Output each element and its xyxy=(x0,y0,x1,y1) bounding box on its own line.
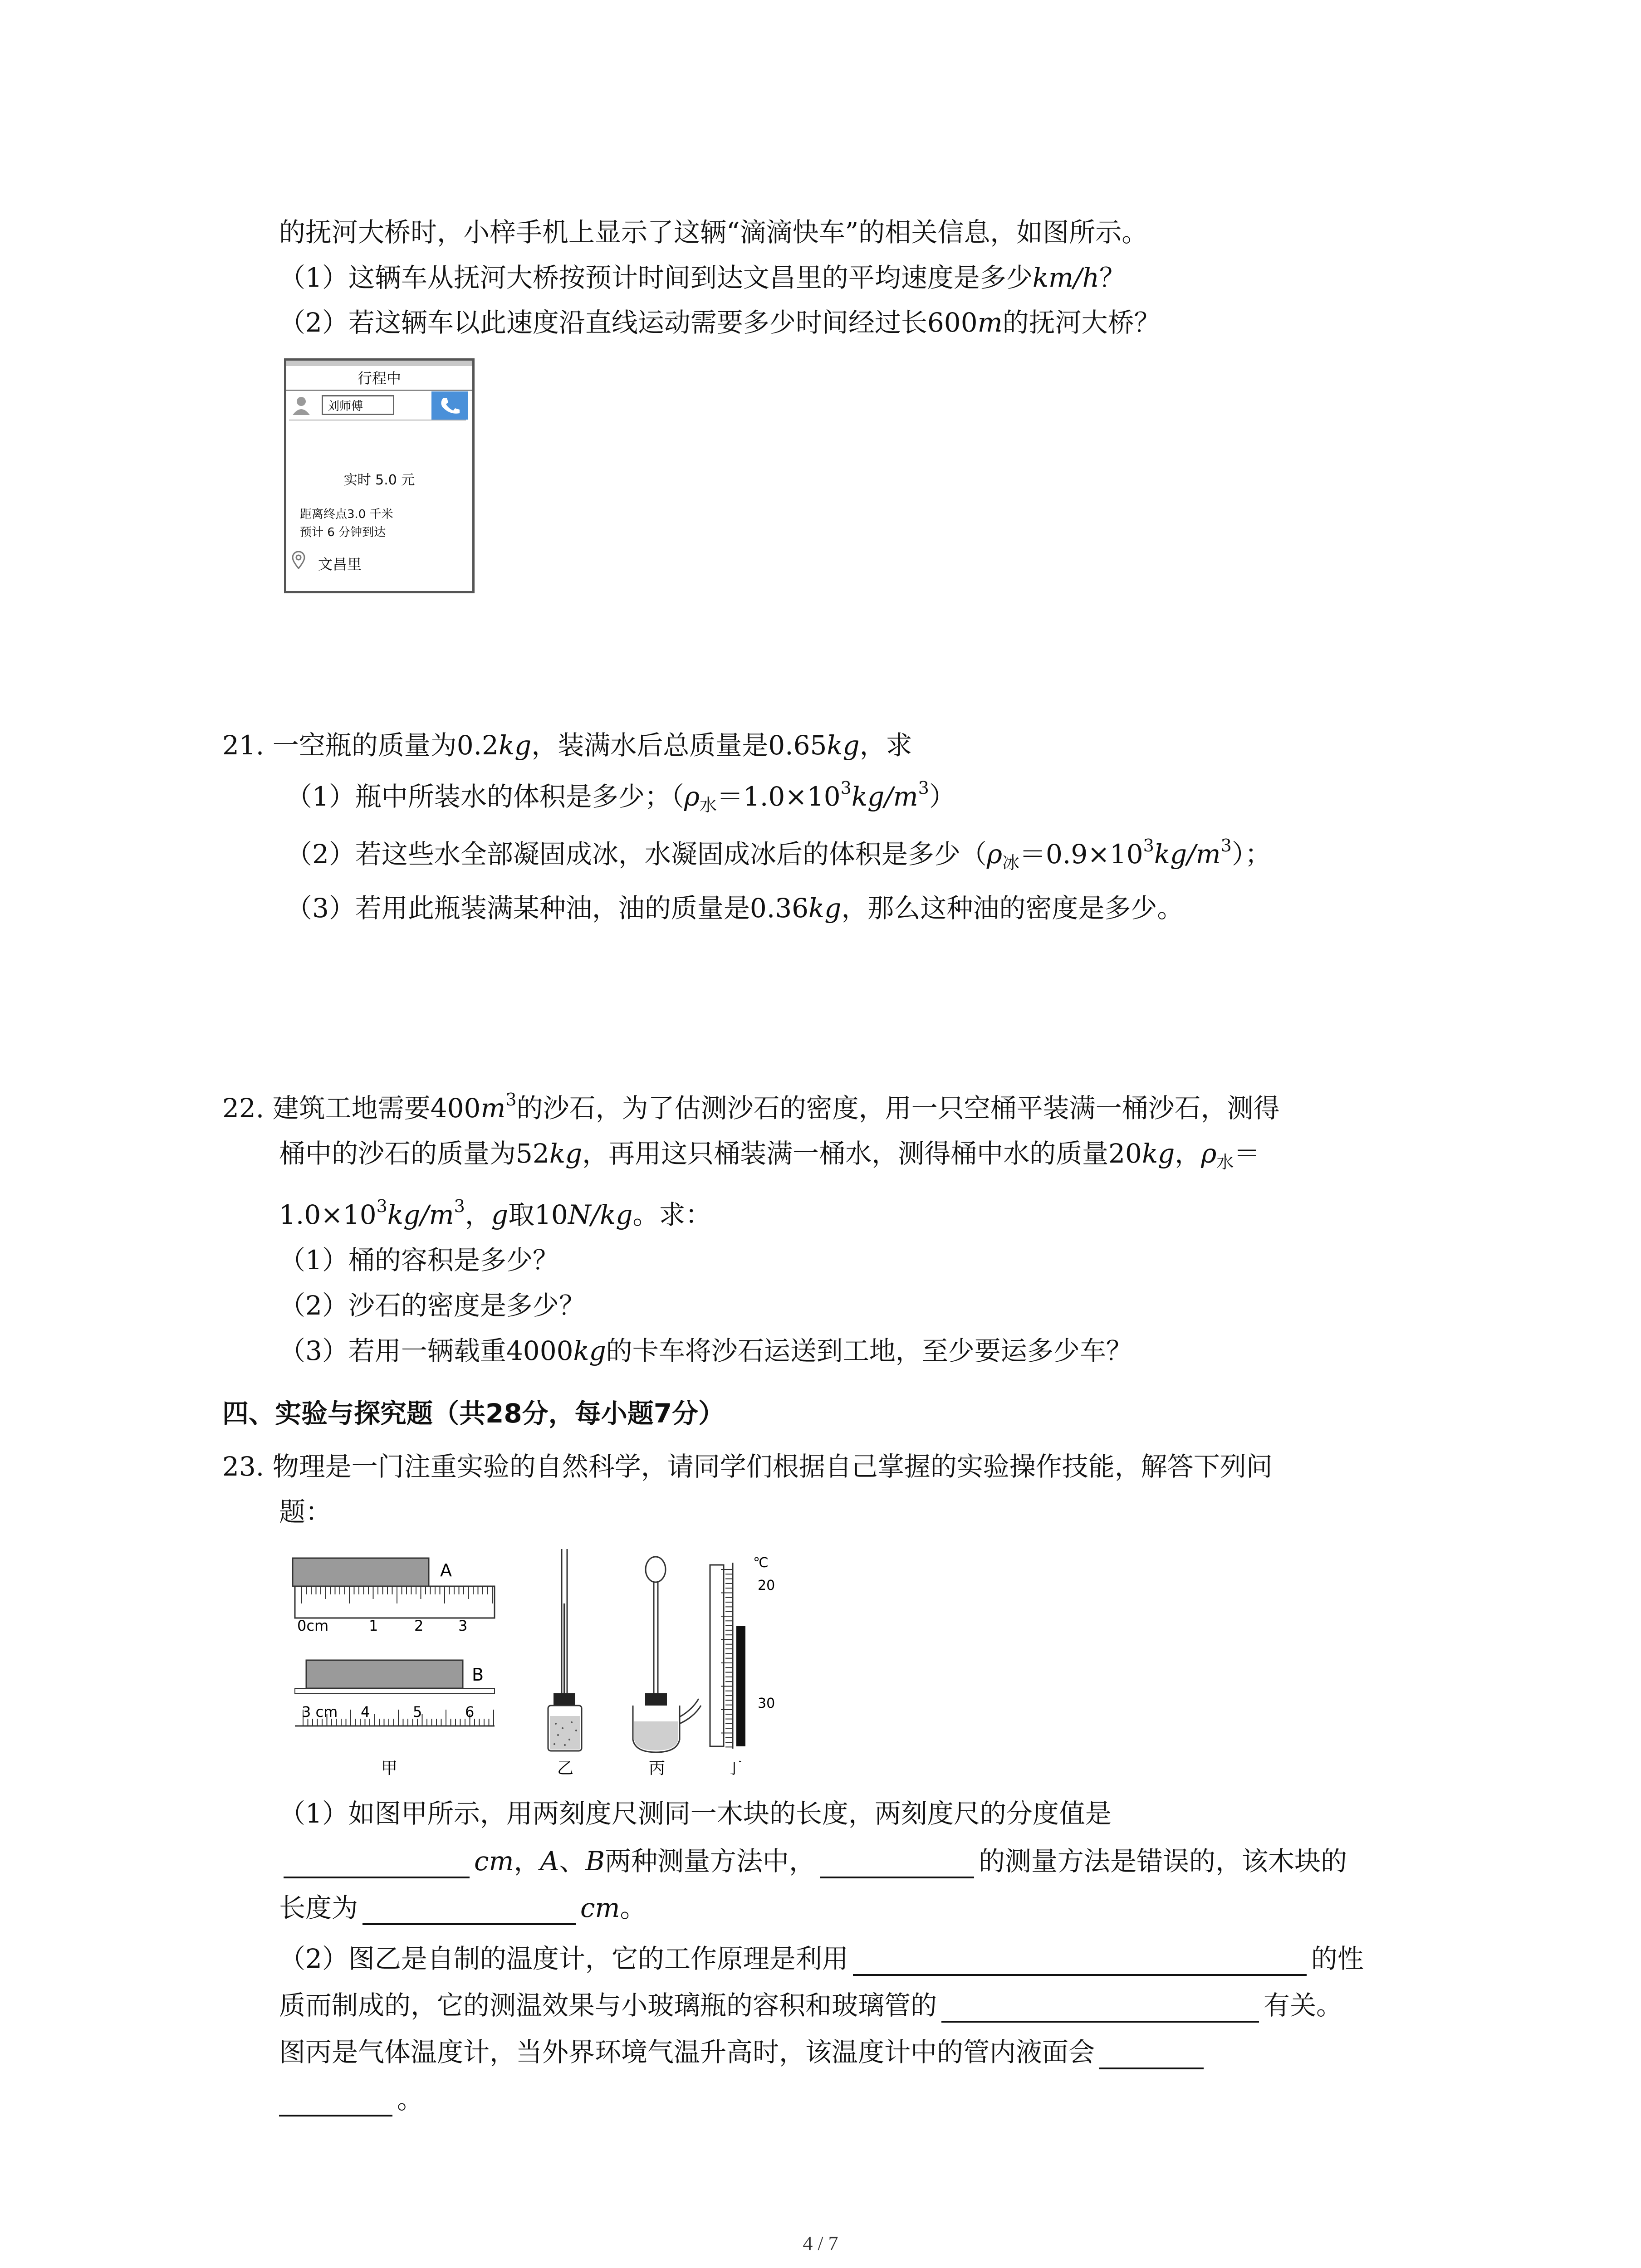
ruler-b-label: 4 xyxy=(361,1703,370,1721)
q22-l3c: 取 xyxy=(508,1199,534,1230)
realtime-fare: 实时 5.0 元 xyxy=(343,472,415,488)
q23-p1c: 两种测量方法中， xyxy=(605,1846,816,1877)
q22-line3 xyxy=(279,1198,711,1232)
gas-thermometer-bing xyxy=(633,1557,701,1778)
wood-block-b xyxy=(306,1660,463,1688)
q22-l2b: ，再用这只桶装满一桶水，测得桶中水的质量 xyxy=(582,1138,1109,1169)
q23-part2-line1 xyxy=(279,1941,1364,1976)
q21-part1-text: （1）瓶中所装水的体积是多少；（ xyxy=(286,781,684,812)
sand-mass: 52 xyxy=(516,1138,549,1169)
section-heading: 四、实验与探究题（共28分，每小题7分） xyxy=(222,1398,725,1429)
ruler-a-label: 0cm xyxy=(297,1617,329,1634)
question-number: 22. xyxy=(222,1093,265,1124)
truck-capacity: 4000 xyxy=(506,1335,573,1366)
ruler-a xyxy=(295,1586,495,1618)
unit-cm: cm xyxy=(580,1892,620,1923)
density-unit: kg/m xyxy=(851,781,918,812)
water-density-value: 1.0×10 xyxy=(279,1199,377,1230)
unit-kg: kg xyxy=(498,730,532,761)
q23-figure xyxy=(277,1549,821,1789)
q22-line2 xyxy=(279,1136,1260,1171)
q23-part2-line4 xyxy=(279,2082,423,2116)
q21-stem xyxy=(222,728,912,763)
caption-jia: 甲 xyxy=(381,1759,398,1778)
method-b: B xyxy=(585,1846,605,1877)
thermometer-ding xyxy=(710,1555,775,1778)
label-b: B xyxy=(472,1665,484,1685)
q23-p2c: 质而制成的，它的测温效果与小玻璃瓶的容积和玻璃管的 xyxy=(279,1990,937,2021)
call-button xyxy=(431,391,468,420)
q21-part1-end: ） xyxy=(929,781,955,812)
unit-kg: kg xyxy=(573,1335,606,1366)
unit-cm: cm xyxy=(474,1846,514,1877)
phone-icon xyxy=(431,391,468,420)
q23-p2e: 图丙是气体温度计，当外界环境气温升高时，该温度计中的管内液面会 xyxy=(279,2037,1095,2068)
q23-line1 xyxy=(222,1449,1273,1484)
q22-l2c: ， xyxy=(1175,1138,1201,1169)
q23-p1e: 长度为 xyxy=(279,1892,358,1923)
q23-p1d: 的测量方法是错误的，该木块的 xyxy=(979,1846,1347,1877)
label-a: A xyxy=(440,1560,452,1580)
oil-mass: 0.36 xyxy=(749,893,809,924)
period: 。 xyxy=(620,1892,647,1923)
g-value: 10 xyxy=(534,1199,568,1230)
q21-part2-text: （2）若这些水全部凝固成冰，水凝固成冰后的体积是多少（ xyxy=(286,839,987,870)
q21-stem-c: ，求 xyxy=(859,730,912,761)
q23-part2-line2 xyxy=(279,1988,1342,2023)
destination-name: 文昌里 xyxy=(318,556,362,573)
q21-bottle-mass: 0.2 xyxy=(456,730,499,761)
g-symbol: g xyxy=(491,1199,508,1230)
question-number: 21. xyxy=(222,730,265,761)
unit-kg: kg xyxy=(827,730,860,761)
ruler-b-label: 3 cm xyxy=(302,1703,338,1721)
rho-subscript: 水 xyxy=(700,795,717,815)
water-mass: 20 xyxy=(1108,1138,1142,1169)
unit-m: m xyxy=(977,307,1003,338)
unit-kg: kg xyxy=(549,1138,583,1169)
caption-bing: 丙 xyxy=(649,1759,666,1778)
ruler-b-label: 6 xyxy=(465,1703,475,1721)
page-number: 4 / 7 xyxy=(803,2232,838,2254)
celsius-unit: ℃ xyxy=(753,1555,769,1571)
question-number: 23. xyxy=(222,1451,265,1482)
q20-part2 xyxy=(279,305,1161,340)
exponent: 3 xyxy=(918,778,929,798)
q23-part1-line1: （1）如图甲所示，用两刻度尺测同一木块的长度，两刻度尺的分度值是 xyxy=(279,1798,1112,1829)
water-density-value: ＝1.0×10 xyxy=(717,781,841,812)
q22-p3b: 的卡车将沙石运送到工地，至少要运多少车？ xyxy=(606,1335,1132,1366)
trip-status-title: 行程中 xyxy=(286,367,472,391)
q21-part3 xyxy=(286,891,1183,925)
q21-stem-a: 一空瓶的质量为 xyxy=(272,730,457,761)
q23-p2a: （2）图乙是自制的温度计，它的工作原理是利用 xyxy=(279,1943,848,1974)
caption-ding: 丁 xyxy=(726,1759,743,1778)
thermo-label-30: 30 xyxy=(758,1696,775,1711)
rho-subscript: 水 xyxy=(1216,1152,1234,1172)
ruler-diagram-jia xyxy=(293,1558,495,1778)
period: 。 xyxy=(397,2084,424,2115)
q22-l2a: 桶中的沙石的质量为 xyxy=(279,1138,516,1169)
thermometer-liquid-column xyxy=(736,1626,745,1746)
answer-blank-length[interactable] xyxy=(362,1896,576,1925)
driver-name: 刘师傅 xyxy=(322,395,394,415)
q23-p2d: 有关。 xyxy=(1264,1990,1343,2021)
ruler-a-label: 1 xyxy=(369,1617,378,1634)
q21-part3-text: （3）若用此瓶装满某种油，油的质量是 xyxy=(286,893,750,924)
q23-line2: 题： xyxy=(279,1496,332,1527)
ice-density-value: ＝0.9×10 xyxy=(1019,839,1143,870)
rho-subscript: 冰 xyxy=(1002,853,1020,873)
exponent: 3 xyxy=(1220,836,1232,855)
location-pin-icon xyxy=(291,551,306,569)
answer-blank-principle[interactable] xyxy=(853,1947,1307,1976)
q21-part3-end: ，那么这种油的密度是多少。 xyxy=(841,893,1184,924)
exponent: 3 xyxy=(376,1196,387,1216)
q20-text-line xyxy=(279,215,1148,249)
ruler-a-label: 3 xyxy=(458,1617,468,1634)
q21-part2-end: ）； xyxy=(1231,839,1271,870)
q22-part2: （2）沙石的密度是多少？ xyxy=(279,1290,585,1321)
rho-symbol: ρ xyxy=(684,781,700,812)
q20-part1-end: ？ xyxy=(1099,262,1126,293)
unit-kmh: km/h xyxy=(1032,262,1099,293)
method-a: A xyxy=(540,1846,559,1877)
exponent: 3 xyxy=(454,1196,465,1216)
estimated-arrival: 预计 6 分钟到达 xyxy=(300,526,386,539)
exponent: 3 xyxy=(840,778,852,798)
q22-l1b: 的沙石，为了估测沙石的密度，用一只空桶平装满一桶沙石，测得 xyxy=(516,1093,1280,1124)
q21-part1 xyxy=(286,779,955,814)
comma: ， xyxy=(514,1846,540,1877)
driver-row xyxy=(289,391,466,420)
unit-kg: kg xyxy=(1141,1138,1175,1169)
ruler-a-label: 2 xyxy=(414,1617,424,1634)
homemade-thermometer-yi xyxy=(548,1549,582,1778)
q23-part1-line2 xyxy=(279,1844,1347,1878)
q20-part1 xyxy=(279,260,1126,295)
exponent: 3 xyxy=(1143,836,1154,855)
equals-sign: ＝ xyxy=(1234,1138,1260,1169)
q21-part2 xyxy=(286,837,1271,871)
q20-part1-text: （1）这辆车从抚河大桥按预计时间到达文昌里的平均速度是多少 xyxy=(279,262,1033,293)
unit-nkg: N/kg xyxy=(568,1199,633,1230)
distance-to-destination: 距离终点3.0 千米 xyxy=(300,508,393,521)
answer-blank-level-part2[interactable] xyxy=(279,2087,392,2116)
caption-yi: 乙 xyxy=(557,1759,574,1778)
unit-m: m xyxy=(480,1093,506,1124)
answer-blank-wrong-method[interactable] xyxy=(820,1849,974,1878)
density-unit: kg/m xyxy=(387,1199,454,1230)
thermo-label-20: 20 xyxy=(758,1578,775,1593)
required-volume: 400 xyxy=(430,1093,481,1124)
q23-part1-line3 xyxy=(279,1891,647,1925)
ruler-b-label: 5 xyxy=(413,1703,422,1721)
q20-part2-text: （2）若这辆车以此速度沿直线运动需要多少时间经过长 xyxy=(279,307,927,338)
separator: 、 xyxy=(559,1846,586,1877)
q22-part1: （1）桶的容积是多少？ xyxy=(279,1245,559,1276)
q22-l1a: 建筑工地需要 xyxy=(272,1093,431,1124)
q22-l3e: 。求： xyxy=(632,1199,712,1230)
status-bar xyxy=(286,361,472,366)
q23-p2b: 的性 xyxy=(1311,1943,1364,1974)
q22-p3a: （3）若用一辆载重 xyxy=(279,1335,506,1366)
q22-l3b: ， xyxy=(465,1199,491,1230)
rho-symbol: ρ xyxy=(1201,1138,1217,1169)
answer-blank-tube-factor[interactable] xyxy=(941,1994,1259,2023)
unit-kg: kg xyxy=(808,893,842,924)
q23-part2-line3 xyxy=(279,2035,1208,2069)
q23-l1: 物理是一门注重实验的自然科学，请同学们根据自己掌握的实验操作技能，解答下列问 xyxy=(272,1451,1273,1482)
density-unit: kg/m xyxy=(1154,839,1221,870)
rho-symbol: ρ xyxy=(986,839,1003,870)
ruler-b-top xyxy=(295,1688,495,1694)
wood-block-a xyxy=(293,1558,429,1586)
q20-line0: 的抚河大桥时，小梓手机上显示了这辆“滴滴快车”的相关信息，如图所示。 xyxy=(279,217,1148,248)
avatar-icon xyxy=(292,395,311,416)
q20-part2-end: 的抚河大桥？ xyxy=(1002,307,1161,338)
answer-blank-division[interactable] xyxy=(284,1849,470,1878)
q21-stem-b: ，装满水后总质量是 xyxy=(531,730,769,761)
answer-blank-level-part1[interactable] xyxy=(1099,2040,1204,2069)
q22-part3 xyxy=(279,1334,1132,1368)
ride-app-screenshot xyxy=(284,358,475,593)
q20-bridge-length: 600 xyxy=(927,307,978,338)
q22-line1 xyxy=(222,1091,1280,1125)
q21-total-mass: 0.65 xyxy=(768,730,827,761)
exponent: 3 xyxy=(505,1090,517,1110)
